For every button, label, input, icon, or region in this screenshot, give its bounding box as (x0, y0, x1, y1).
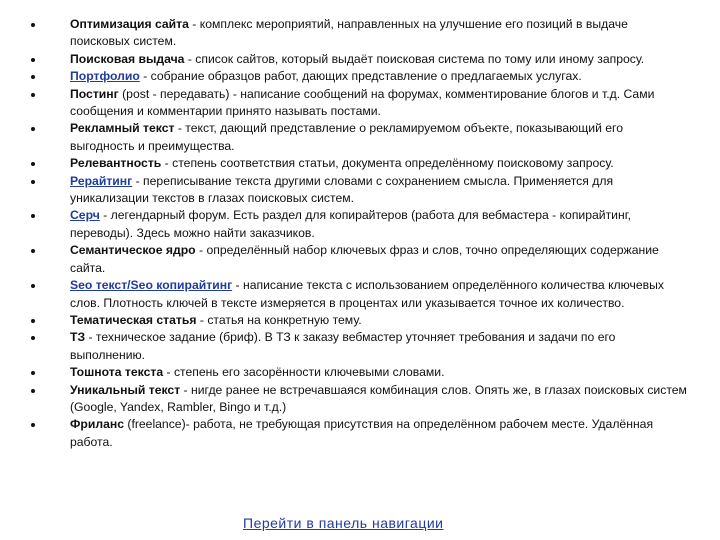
glossary-item (70, 416, 688, 451)
glossary-term-link[interactable]: Портфолио (70, 69, 140, 84)
glossary-term: Оптимизация сайта (70, 17, 189, 31)
glossary-item (70, 277, 688, 312)
glossary-definition: - текст, дающий представление о рекламируемом объекте, показывающий его выгодность и преимущества. (70, 121, 624, 153)
bullet-icon (31, 249, 35, 253)
glossary-term: Тематическая статья (70, 312, 197, 327)
bullet-icon (31, 389, 35, 393)
glossary-term: Постинг (70, 86, 119, 101)
glossary-definition: - степень соответствия статьи, документа определённому поисковому запросу. (161, 156, 614, 171)
glossary-definition: - написание текста с использованием определённого количества ключевых слов. Плотность ключей в тексте измеряется в процентах или указывается точное их количество. (70, 278, 664, 310)
bullet-icon (31, 75, 35, 79)
glossary-item (70, 16, 688, 51)
navigation-panel-link[interactable]: Перейти в панель навигации (243, 515, 444, 531)
glossary-definition: (post - передавать) - написание сообщений на форумах, комментирование блогов и т.д. Сами сообщения и комментарии принято называть постами. (70, 86, 655, 119)
glossary-item (70, 120, 688, 155)
glossary-definition: - комплекс мероприятий, направленных на улучшение его позиций в выдаче поисковых систем. (70, 17, 628, 49)
glossary-item (70, 51, 688, 68)
glossary-term-link[interactable]: Серч (70, 208, 100, 223)
glossary-definition: (freelance)- работа, не требующая присутствия на определённом рабочем месте. Удалённая работа. (70, 417, 654, 449)
glossary-term-link[interactable]: Рерайтинг (70, 173, 133, 188)
glossary-term: Семантическое ядро (70, 243, 196, 258)
glossary-term: Релевантность (70, 156, 162, 171)
glossary-definition: - определённый набор ключевых фраз и слов, точно определяющих содержание сайта. (70, 243, 659, 275)
glossary-definition: - легендарный форум. Есть раздел для копирайтеров (работа для вебмастера - копирайтинг, переводы). Здесь можно найти заказчиков. (70, 208, 632, 240)
glossary-definition: - переписывание текста другими словами с сохранением смысла. Применяется для уникализации текстов в глазах поисковых систем. (70, 173, 614, 206)
bullet-icon (31, 127, 35, 131)
bullet-icon (31, 23, 35, 27)
glossary-term: ТЗ (70, 330, 86, 345)
glossary-item (70, 173, 688, 208)
bullet-icon (31, 180, 35, 184)
bullet-icon (31, 93, 35, 97)
glossary-definition: - список сайтов, который выдаёт поисковая система по тому или иному запросу. (184, 51, 645, 66)
glossary-term: Фриланс (70, 417, 124, 432)
glossary-item (70, 155, 688, 172)
glossary-term-link[interactable]: Seo текст/Seo копирайтинг (70, 278, 233, 293)
glossary-term: Уникальный текст (70, 382, 181, 397)
glossary-list (70, 16, 688, 451)
glossary-definition: - нигде ранее не встречавшаяся комбинация слов. Опять же, в глазах поисковых систем (Google, Yandex, Rambler, Bingo и т.д.) (70, 382, 687, 414)
bullet-icon (31, 284, 35, 288)
glossary-item (70, 329, 688, 364)
glossary-term: Тошнота текста (70, 365, 164, 380)
glossary-item (70, 86, 688, 121)
bullet-icon (31, 214, 35, 218)
glossary-item (70, 207, 688, 242)
bullet-icon (31, 371, 35, 375)
glossary-definition: - статья на конкретную тему. (196, 312, 362, 327)
bullet-icon (31, 58, 35, 62)
glossary-term: Поисковая выдача (70, 51, 185, 66)
glossary-definition: - степень его засорённости ключевыми словами. (163, 365, 445, 380)
bullet-icon (31, 336, 35, 340)
bullet-icon (31, 319, 35, 323)
glossary-term: Рекламный текст (70, 121, 175, 136)
glossary-item (70, 312, 688, 329)
glossary-definition: - техническое задание (бриф). В ТЗ к заказу вебмастер уточняет требования и задачи по его выполнению. (70, 330, 616, 362)
glossary-item (70, 242, 688, 277)
glossary-item (70, 382, 688, 417)
glossary-item (70, 364, 688, 381)
glossary-item (70, 68, 688, 85)
glossary-definition: - собрание образцов работ, дающих представление о предлагаемых услугах. (139, 69, 582, 84)
bullet-icon (31, 162, 35, 166)
bullet-icon (31, 423, 35, 427)
